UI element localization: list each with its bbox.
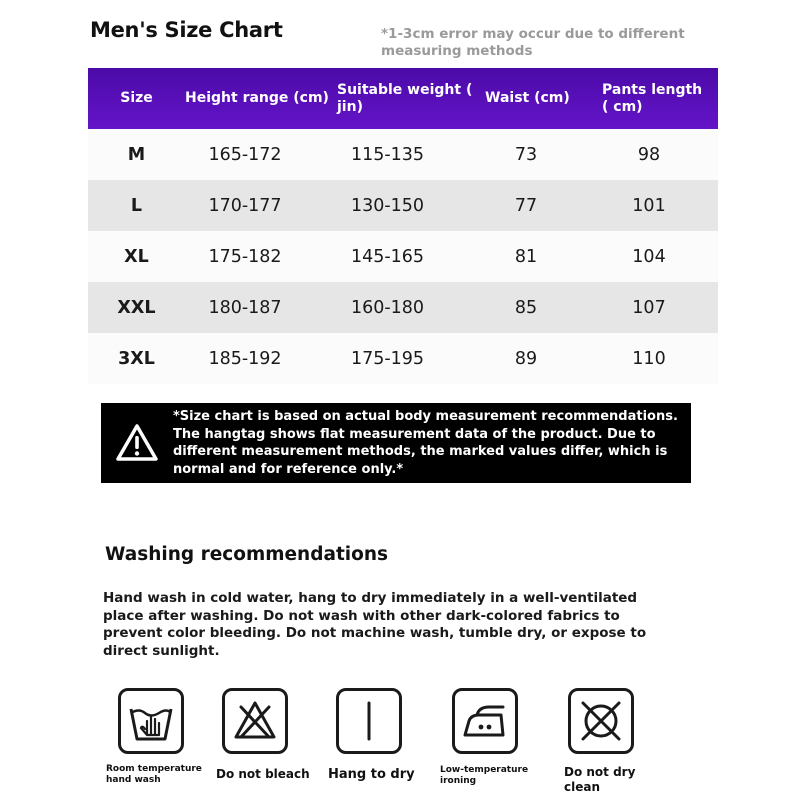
cell-size: M: [127, 144, 146, 165]
disclaimer-text: *Size chart is based on actual body measurement recommendations. The hangtag shows flat measurement data of the product. Due to different measurement methods, the marked values differ, which is normal and for reference only.*: [173, 409, 678, 477]
cell-size: 3XL: [118, 348, 155, 369]
size-table: [88, 68, 718, 384]
cell-height: 185-192: [208, 348, 282, 369]
page-title: Men's Size Chart: [90, 18, 283, 42]
cell-pants-length: 110: [632, 348, 666, 369]
hand-wash-icon: [118, 688, 184, 754]
cell-weight: 130-150: [350, 195, 425, 216]
table-row: [88, 282, 718, 333]
header-pants-length: Pants length ( cm): [602, 81, 703, 115]
header-size: Size: [120, 90, 153, 106]
care-label: Room temperature hand wash: [106, 764, 202, 785]
header-height: Height range (cm): [185, 90, 329, 106]
care-item-hand-wash: [106, 688, 202, 785]
cell-pants-length: 101: [632, 195, 666, 216]
cell-height: 180-187: [208, 297, 282, 318]
washing-title: Washing recommendations: [105, 544, 389, 565]
care-label: Do not dry clean: [564, 765, 636, 794]
care-instructions: [0, 688, 800, 800]
cell-height: 165-172: [208, 144, 282, 165]
warning-triangle-icon: [101, 403, 173, 483]
cell-height: 175-182: [208, 246, 282, 267]
cell-height: 170-177: [208, 195, 282, 216]
table-row: [88, 129, 718, 180]
care-item-hang-dry: [328, 688, 415, 782]
header-waist: Waist (cm): [485, 90, 570, 106]
cell-waist: 81: [514, 246, 538, 267]
cell-waist: 89: [514, 348, 538, 369]
cell-weight: 160-180: [350, 297, 425, 318]
cell-weight: 115-135: [350, 144, 425, 165]
measurement-note: *1-3cm error may occur due to different measuring methods: [381, 26, 685, 59]
care-item-no-bleach: [216, 688, 310, 781]
table-row: [88, 231, 718, 282]
low-temp-iron-icon: [452, 688, 518, 754]
header-weight: Suitable weight ( jin): [337, 81, 473, 115]
cell-weight: 145-165: [350, 246, 425, 267]
hang-dry-icon: [336, 688, 402, 754]
cell-size: XXL: [117, 297, 156, 318]
cell-waist: 73: [514, 144, 538, 165]
cell-pants-length: 104: [632, 246, 666, 267]
care-label: Hang to dry: [328, 767, 415, 782]
no-dry-clean-icon: [568, 688, 634, 754]
cell-waist: 85: [514, 297, 538, 318]
size-disclaimer: [101, 403, 691, 483]
washing-text: Hand wash in cold water, hang to dry immediately in a well-ventilated place after washing. Do not wash with other dark-colored fabrics to prevent color bleeding. Do not machine wash, tumble dry, or expose to direct sunlight.: [103, 590, 647, 659]
table-row: [88, 180, 718, 231]
care-label: Do not bleach: [216, 767, 310, 781]
cell-size: XL: [124, 246, 149, 267]
cell-pants-length: 107: [632, 297, 666, 318]
care-item-low-temp-iron: [440, 688, 529, 786]
cell-pants-length: 98: [637, 144, 661, 165]
care-label: Low-temperature ironing: [440, 765, 529, 786]
table-row: [88, 333, 718, 384]
table-header: [88, 68, 718, 129]
cell-size: L: [130, 195, 143, 216]
cell-waist: 77: [514, 195, 538, 216]
no-bleach-icon: [222, 688, 288, 754]
care-item-no-dry-clean: [564, 688, 636, 794]
cell-weight: 175-195: [350, 348, 425, 369]
